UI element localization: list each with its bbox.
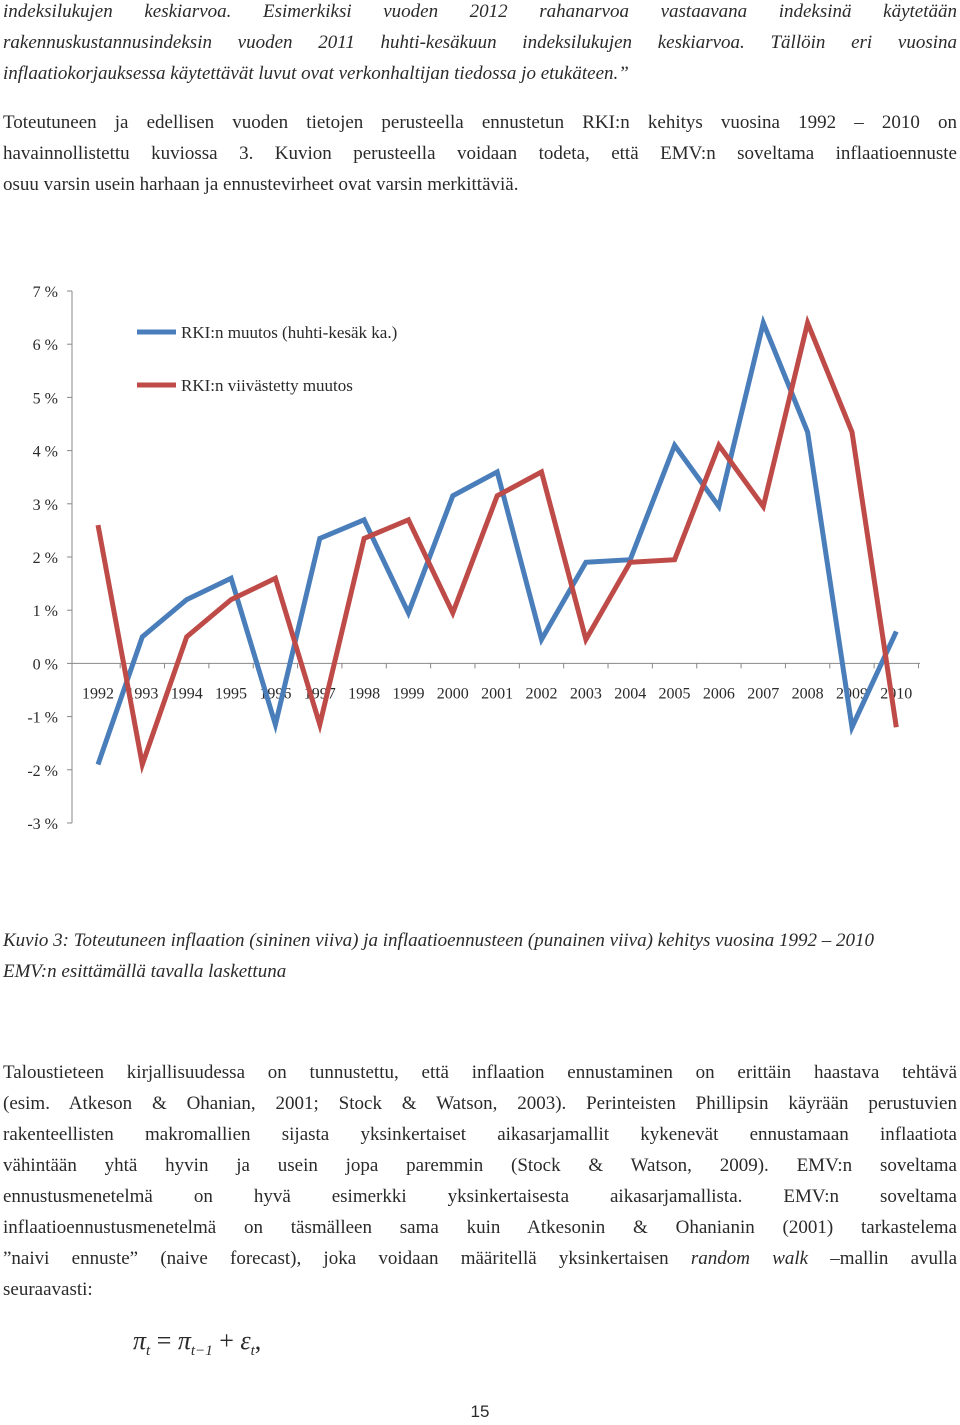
body-paragraph xyxy=(3,1057,957,1305)
body-line: ennustusmenetelmä on hyvä esimerkki yksinkertaisesta aikasarjamallista. EMV:n soveltama xyxy=(3,1186,957,1207)
intro-line: osuu varsin usein harhaan ja ennustevirheet ovat varsin merkittäviä. xyxy=(3,174,519,195)
formula-pi: π xyxy=(133,1326,147,1355)
y-tick-label: 3 % xyxy=(32,496,58,514)
y-tick-label: 4 % xyxy=(32,443,58,461)
y-tick-label: 7 % xyxy=(32,284,58,301)
intro-line: havainnollistettu kuviossa 3. Kuvion perusteella voidaan todeta, että EMV:n soveltama inflaatioennuste xyxy=(3,143,957,164)
body-line: rakenteellisten makromallien sijasta yksinkertaiset aikasarjamallit kykenevät ennustamaan inflaatiota xyxy=(3,1124,957,1145)
formula-sub: t xyxy=(146,1343,151,1360)
body-line: Taloustieteen kirjallisuudessa on tunnustettu, että inflaation ennustaminen on erittäin haastava tehtävä xyxy=(3,1062,957,1083)
x-tick-label: 1993 xyxy=(126,685,159,703)
formula-sub: t−1 xyxy=(190,1343,213,1360)
x-tick-label: 2007 xyxy=(747,685,780,703)
quote-paragraph xyxy=(3,0,957,89)
x-tick-label: 2001 xyxy=(481,685,514,703)
intro-line: Toteutuneen ja edellisen vuoden tietojen perusteella ennustetun RKI:n kehitys vuosina 1992 – 2010 on xyxy=(3,112,957,133)
y-tick-label: 6 % xyxy=(32,337,58,355)
body-line xyxy=(3,1243,957,1274)
y-tick-label: -1 % xyxy=(27,709,58,727)
x-tick-label: 1996 xyxy=(259,685,292,703)
x-tick-label: 1994 xyxy=(170,685,203,703)
x-tick-label: 1997 xyxy=(303,685,336,703)
body-line: seuraavasti: xyxy=(3,1279,93,1300)
body-line-tail: –mallin avulla xyxy=(808,1248,957,1269)
y-tick-label: -2 % xyxy=(27,762,58,780)
x-tick-label: 1999 xyxy=(392,685,425,703)
intro-paragraph xyxy=(3,107,957,200)
x-tick-label: 2002 xyxy=(525,685,558,703)
legend-label-2: RKI:n viivästetty muutos xyxy=(181,376,353,395)
y-tick-label: 0 % xyxy=(32,656,58,674)
x-tick-label: 2004 xyxy=(614,685,647,703)
y-tick-label: 5 % xyxy=(32,390,58,408)
quote-line: indeksilukujen keskiarvoa. Esimerkiksi vuoden 2012 rahanarvoa vastaavana indeksinä käytetään xyxy=(3,1,957,22)
formula-comma: , xyxy=(254,1326,262,1355)
caption-line: EMV:n esittämällä tavalla laskettuna xyxy=(3,961,287,982)
x-tick-label: 2009 xyxy=(835,685,868,703)
body-line-text: ”naivi ennuste” (naive forecast), joka voidaan määritellä yksinkertaisen xyxy=(3,1248,691,1269)
x-tick-label: 1992 xyxy=(82,685,114,703)
formula-plus: + xyxy=(212,1326,241,1355)
page-number: 15 xyxy=(470,1402,490,1421)
inflation-line-chart xyxy=(0,270,960,840)
formula-pi: π xyxy=(177,1326,191,1355)
formula-sub: t xyxy=(250,1343,255,1360)
quote-line: rakennuskustannusindeksin vuoden 2011 huhti-kesäkuun indeksilukujen keskiarvoa. Tällöin eri vuosina xyxy=(3,32,957,53)
random-walk-formula xyxy=(133,1326,261,1360)
x-tick-label: 2005 xyxy=(658,685,691,703)
random-walk-term: random walk xyxy=(690,1248,809,1269)
x-tick-label: 2000 xyxy=(436,685,469,703)
x-tick-label: 1995 xyxy=(215,685,248,703)
body-line: (esim. Atkeson & Ohanian, 2001; Stock & Watson, 2003). Perinteisten Phillipsin käyrään perustuvien xyxy=(3,1093,957,1114)
x-tick-label: 2006 xyxy=(702,685,735,703)
caption-line: Kuvio 3: Toteutuneen inflaation (sininen viiva) ja inflaatioennusteen (punainen viiva) kehitys vuosina 1992 – 2010 xyxy=(3,930,875,951)
y-tick-label: 1 % xyxy=(32,603,58,621)
figure-caption xyxy=(3,925,957,987)
quote-line: inflaatiokorjauksessa käytettävät luvut ovat verkonhaltijan tiedossa jo etukäteen.” xyxy=(3,63,629,84)
x-tick-label: 1998 xyxy=(348,685,381,703)
x-tick-label: 2003 xyxy=(569,685,602,703)
y-tick-label: 2 % xyxy=(32,550,58,567)
formula-equals: = xyxy=(150,1326,178,1355)
body-line: vähintään yhtä hyvin ja usein jopa paremmin (Stock & Watson, 2009). EMV:n soveltama xyxy=(3,1155,957,1176)
body-line: inflaatioennustusmenetelmä on täsmälleen sama kuin Atkesonin & Ohanianin (2001) tarkastelema xyxy=(3,1217,957,1238)
x-tick-label: 2010 xyxy=(880,685,913,703)
y-tick-label: -3 % xyxy=(27,816,58,833)
x-tick-label: 2008 xyxy=(791,685,824,703)
formula-epsilon: ε xyxy=(240,1326,251,1355)
legend-label-1: RKI:n muutos (huhti-kesäk ka.) xyxy=(181,323,398,342)
